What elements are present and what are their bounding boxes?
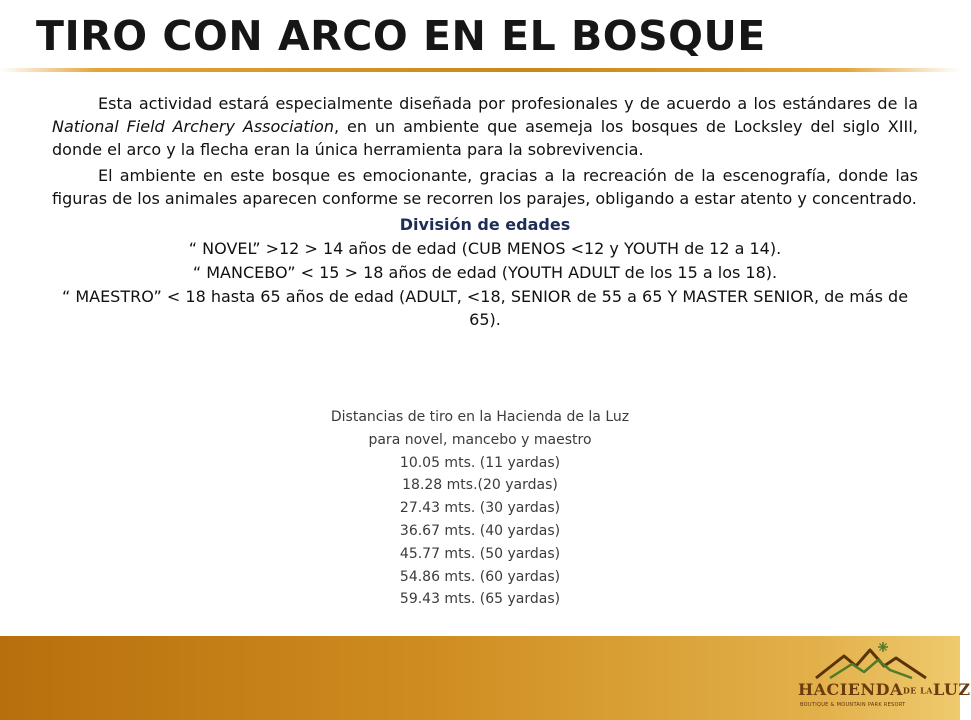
distance-item: 10.05 mts. (11 yardas) — [399, 454, 561, 471]
distance-item: 45.77 mts. (50 yardas) — [399, 545, 561, 562]
distance-item: 27.43 mts. (30 yardas) — [399, 500, 561, 517]
logo-wordmark — [798, 680, 971, 699]
distance-item: 36.67 mts. (40 yardas) — [399, 522, 561, 539]
age-line-mancebo: “ MANCEBO” < 15 > 18 años de edad (YOUTH ADULT de los 15 a los 18). — [192, 263, 778, 282]
distances-heading-line-1: Distancias de tiro en la Hacienda de la Luz — [330, 409, 630, 425]
logo-name-end: LUZ — [933, 680, 971, 699]
distance-item: 54.86 mts. (60 yardas) — [399, 568, 561, 585]
intro-paragraph-1 — [52, 92, 918, 161]
title-divider — [0, 68, 960, 72]
distances-heading-line-2: para novel, mancebo y maestro — [368, 431, 592, 448]
intro-paragraph-2: El ambiente en este bosque es emocionante, gracias a la recreación de la escenografía, donde las figuras de los animales aparecen conforme se recorren los parajes, obligando a estar atento y concentrado. — [52, 166, 918, 208]
logo-name-main: HACIENDA — [798, 680, 903, 699]
intro-p1-organization: National Field Archery Association — [52, 117, 334, 136]
logo-name-small: DE LA — [902, 685, 934, 696]
slide-title: TIRO CON ARCO EN EL BOSQUE — [36, 12, 766, 60]
mountain-logo-icon — [786, 640, 946, 684]
distances-list — [0, 406, 960, 611]
age-division-heading: División de edades — [399, 215, 571, 234]
age-line-maestro: “ MAESTRO” < 18 hasta 65 años de edad (ADULT, <18, SENIOR de 55 a 65 Y MASTER SENIOR, de más de 65). — [61, 287, 909, 329]
distance-item: 18.28 mts.(20 yardas) — [402, 477, 558, 494]
age-line-novel: “ NOVEL” >12 > 14 años de edad (CUB MENOS <12 y YOUTH de 12 a 14). — [188, 239, 782, 258]
hacienda-logo — [786, 640, 971, 716]
main-content — [52, 92, 918, 331]
intro-p1-start: Esta actividad estará especialmente diseñada por profesionales y de acuerdo a los estándares de la — [98, 94, 918, 113]
intro-p1-end: , en un ambiente que asemeja los bosques de Locksley del siglo XIII, donde el arco y la flecha eran la única herramienta para la sobrevivencia. — [52, 117, 918, 159]
logo-tagline: BOUTIQUE & MOUNTAIN PARK RESORT — [800, 702, 906, 708]
distance-item: 59.43 mts. (65 yardas) — [399, 591, 561, 608]
